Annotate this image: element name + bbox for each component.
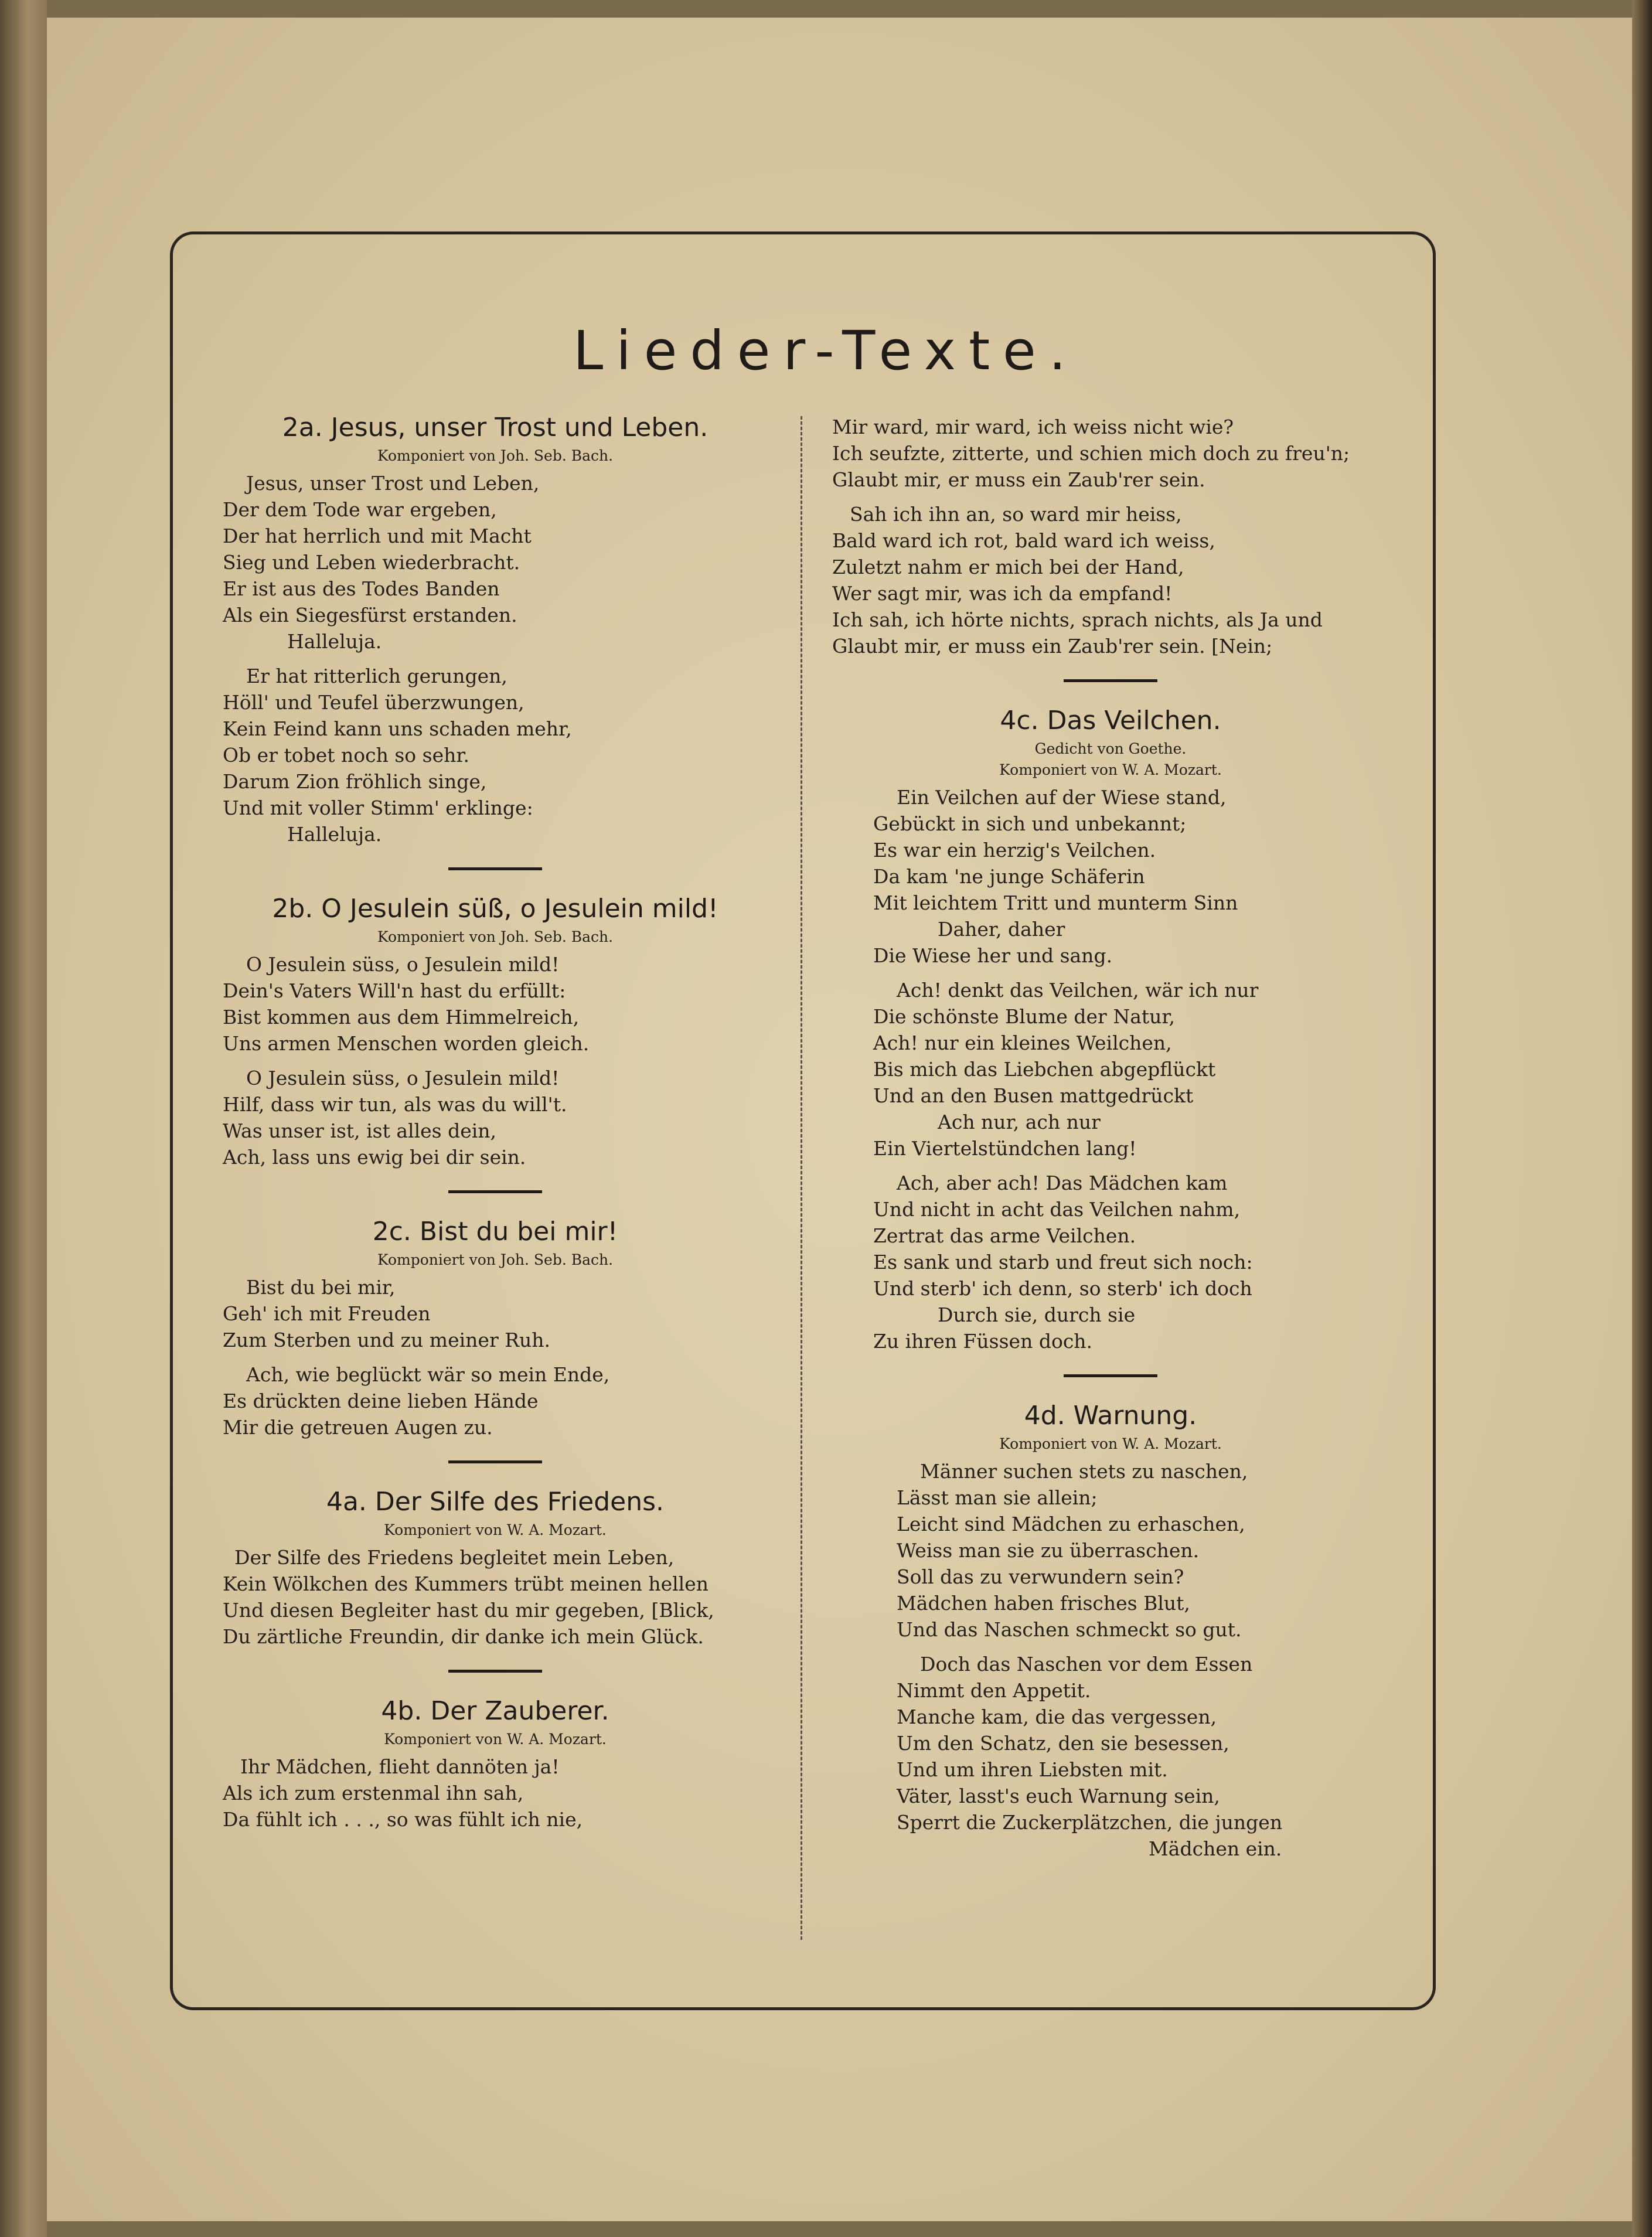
song-block: [832, 1398, 1389, 1862]
song-title: 4b. Der Zauberer.: [381, 1696, 609, 1726]
verse-line: Darum Zion fröhlich singe,: [223, 770, 487, 793]
left-column: [223, 410, 768, 1841]
verse-line: Wer sagt mir, was ich da empfand!: [832, 582, 1173, 605]
verse-line: Durch sie, durch sie: [938, 1303, 1136, 1326]
verse-line: Und diesen Begleiter hast du mir gegeben, [Blick,: [223, 1599, 714, 1622]
song-title: 2c. Bist du bei mir!: [372, 1217, 618, 1247]
verse-line: Geh' ich mit Freuden: [223, 1302, 431, 1325]
verse-line: Mit leichtem Tritt und munterm Sinn: [873, 891, 1238, 914]
verse-line: Ich sah, ich hörte nichts, sprach nichts, als Ja und: [832, 608, 1323, 631]
right-column: [832, 410, 1389, 1870]
verse-line: Ach, aber ach! Das Mädchen kam: [897, 1172, 1228, 1194]
song-block: [223, 410, 768, 847]
verse-line: Gebückt in sich und unbekannt;: [873, 812, 1187, 835]
verse-line: Und das Naschen schmeckt so gut.: [897, 1618, 1242, 1641]
verse-line: Es sank und starb und freut sich noch:: [873, 1251, 1253, 1274]
verse-line: Der Silfe des Friedens begleitet mein Leben,: [234, 1546, 675, 1569]
verse-line: Die Wiese her und sang.: [873, 944, 1113, 967]
verse-line: Lässt man sie allein;: [897, 1486, 1098, 1509]
stanza: [223, 663, 768, 847]
verse-line: Ach! nur ein kleines Weilchen,: [873, 1031, 1172, 1054]
stanza: [832, 501, 1389, 659]
verse-line: Mädchen haben frisches Blut,: [897, 1592, 1190, 1615]
verse-line: Du zärtliche Freundin, dir danke ich mein Glück.: [223, 1625, 704, 1648]
verse-line: Die schönste Blume der Natur,: [873, 1005, 1176, 1028]
verse-line: Halleluja.: [287, 823, 382, 846]
verse-line: Männer suchen stets zu naschen,: [920, 1460, 1248, 1483]
stanza: [832, 784, 1389, 969]
stanza: [832, 1170, 1389, 1354]
verse-line: Ob er tobet noch so sehr.: [223, 744, 469, 767]
section-separator: [448, 1670, 542, 1673]
verse-line: Ach! denkt das Veilchen, wär ich nur: [897, 979, 1259, 1002]
stanza: [223, 1065, 768, 1170]
verse-line: Der dem Tode war ergeben,: [223, 498, 497, 521]
song-credit: Komponiert von W. A. Mozart.: [384, 1521, 607, 1538]
verse-line: Der hat herrlich und mit Macht: [223, 525, 532, 547]
verse-line: Um den Schatz, den sie besessen,: [897, 1732, 1229, 1755]
stanza: [832, 1458, 1389, 1643]
verse-line: Und nicht in acht das Veilchen nahm,: [873, 1198, 1241, 1221]
song-title: 4d. Warnung.: [1024, 1401, 1197, 1431]
verse-line: Da kam 'ne junge Schäferin: [873, 865, 1145, 888]
verse-line: Ach, lass uns ewig bei dir sein.: [223, 1146, 526, 1169]
verse-line: Jesus, unser Trost und Leben,: [246, 472, 540, 495]
verse-line: Mir die getreuen Augen zu.: [223, 1416, 493, 1439]
song-credit: Komponiert von W. A. Mozart.: [999, 761, 1222, 778]
verse-line: Glaubt mir, er muss ein Zaub'rer sein. [Nein;: [832, 635, 1273, 658]
verse-line: Was unser ist, ist alles dein,: [223, 1119, 497, 1142]
song-block: [223, 891, 768, 1170]
song-credit: Gedicht von Goethe.: [1034, 740, 1187, 757]
song-block: [832, 703, 1389, 1354]
verse-line: Ihr Mädchen, flieht dannöten ja!: [240, 1755, 560, 1778]
verse-line: Ach, wie beglückt wär so mein Ende,: [246, 1363, 610, 1386]
verse-line: Er hat ritterlich gerungen,: [246, 665, 507, 687]
song-block: [223, 1214, 768, 1441]
song-title: 2a. Jesus, unser Trost und Leben.: [282, 413, 709, 442]
verse-line: Und an den Busen mattgedrückt: [873, 1084, 1194, 1107]
stanza: [832, 414, 1389, 493]
verse-line: Mir ward, mir ward, ich weiss nicht wie?: [832, 416, 1234, 438]
verse-line: Dein's Vaters Will'n hast du erfüllt:: [223, 979, 566, 1002]
song-block: [223, 1484, 768, 1650]
verse-line: Doch das Naschen vor dem Essen: [920, 1653, 1253, 1676]
verse-line: Kein Feind kann uns schaden mehr,: [223, 717, 572, 740]
verse-line: Ich seufzte, zitterte, und schien mich doch zu freu'n;: [832, 442, 1350, 465]
verse-line: O Jesulein süss, o Jesulein mild!: [246, 953, 560, 976]
section-separator: [448, 867, 542, 870]
verse-line: Bis mich das Liebchen abgepflückt: [873, 1058, 1216, 1081]
section-separator: [448, 1190, 542, 1193]
song-credit: Komponiert von Joh. Seb. Bach.: [377, 447, 614, 464]
verse-line: Nimmt den Appetit.: [897, 1679, 1091, 1702]
stanza: [223, 1753, 768, 1833]
verse-line: Als ein Siegesfürst erstanden.: [223, 604, 517, 627]
section-separator: [448, 1460, 542, 1463]
verse-line: Zertrat das arme Veilchen.: [873, 1224, 1136, 1247]
song-credit: Komponiert von W. A. Mozart.: [384, 1731, 607, 1748]
verse-line: Da fühlt ich . . ., so was fühlt ich nie,: [223, 1808, 583, 1831]
verse-line: Bald ward ich rot, bald ward ich weiss,: [832, 529, 1215, 552]
verse-line: Zu ihren Füssen doch.: [873, 1330, 1093, 1353]
verse-line: Es drückten deine lieben Hände: [223, 1390, 539, 1412]
verse-line: Halleluja.: [287, 630, 382, 653]
verse-line: Und sterb' ich denn, so sterb' ich doch: [873, 1277, 1252, 1300]
verse-line: Er ist aus des Todes Banden: [223, 577, 500, 600]
stanza: [223, 1361, 768, 1441]
song-credit: Komponiert von W. A. Mozart.: [999, 1435, 1222, 1452]
verse-line: Hilf, dass wir tun, als was du will't.: [223, 1093, 567, 1116]
verse-line: Bist du bei mir,: [246, 1276, 396, 1299]
stanza: [223, 1544, 768, 1650]
column-divider: [801, 416, 802, 1940]
verse-line: Sieg und Leben wiederbracht.: [223, 551, 520, 574]
verse-line: Es war ein herzig's Veilchen.: [873, 839, 1156, 862]
page-title: Lieder-Texte.: [573, 319, 1079, 382]
verse-line: Weiss man sie zu überraschen.: [897, 1539, 1200, 1562]
verse-line: Sah ich ihn an, so ward mir heiss,: [850, 503, 1182, 526]
verse-line: Ein Viertelstündchen lang!: [873, 1137, 1137, 1160]
verse-line: Höll' und Teufel überzwungen,: [223, 691, 524, 714]
stanza: [223, 951, 768, 1057]
verse-line: Und mit voller Stimm' erklinge:: [223, 796, 533, 819]
verse-line: O Jesulein süss, o Jesulein mild!: [246, 1067, 560, 1089]
verse-line: Ein Veilchen auf der Wiese stand,: [897, 786, 1227, 809]
section-separator: [1064, 1374, 1157, 1377]
stanza: [223, 1274, 768, 1353]
stanza: [832, 977, 1389, 1162]
verse-line: Mädchen ein.: [1149, 1837, 1282, 1860]
verse-line: Väter, lasst's euch Warnung sein,: [897, 1785, 1220, 1807]
section-separator: [1064, 679, 1157, 682]
stanza: [223, 470, 768, 655]
song-title: 4c. Das Veilchen.: [1000, 706, 1221, 736]
verse-line: Manche kam, die das vergessen,: [897, 1705, 1217, 1728]
verse-line: Daher, daher: [938, 918, 1065, 941]
song-credit: Komponiert von Joh. Seb. Bach.: [377, 1251, 614, 1268]
verse-line: Leicht sind Mädchen zu erhaschen,: [897, 1513, 1245, 1535]
verse-line: Uns armen Menschen worden gleich.: [223, 1032, 590, 1055]
song-block: [832, 414, 1389, 659]
verse-line: Bist kommen aus dem Himmelreich,: [223, 1006, 580, 1029]
verse-line: Als ich zum erstenmal ihn sah,: [223, 1782, 524, 1804]
verse-line: Und um ihren Liebsten mit.: [897, 1758, 1168, 1781]
verse-line: Zuletzt nahm er mich bei der Hand,: [832, 556, 1184, 578]
song-block: [223, 1694, 768, 1833]
verse-line: Glaubt mir, er muss ein Zaub'rer sein.: [832, 468, 1205, 491]
song-credit: Komponiert von Joh. Seb. Bach.: [377, 928, 614, 945]
stanza: [832, 1651, 1389, 1862]
verse-line: Zum Sterben und zu meiner Ruh.: [223, 1329, 551, 1351]
song-title: 4a. Der Silfe des Friedens.: [326, 1487, 665, 1517]
verse-line: Sperrt die Zuckerplätzchen, die jungen: [897, 1811, 1283, 1834]
song-title: 2b. O Jesulein süß, o Jesulein mild!: [272, 894, 718, 924]
verse-line: Kein Wölkchen des Kummers trübt meinen hellen: [223, 1572, 709, 1595]
verse-line: Soll das zu verwundern sein?: [897, 1565, 1184, 1588]
verse-line: Ach nur, ach nur: [938, 1111, 1101, 1133]
